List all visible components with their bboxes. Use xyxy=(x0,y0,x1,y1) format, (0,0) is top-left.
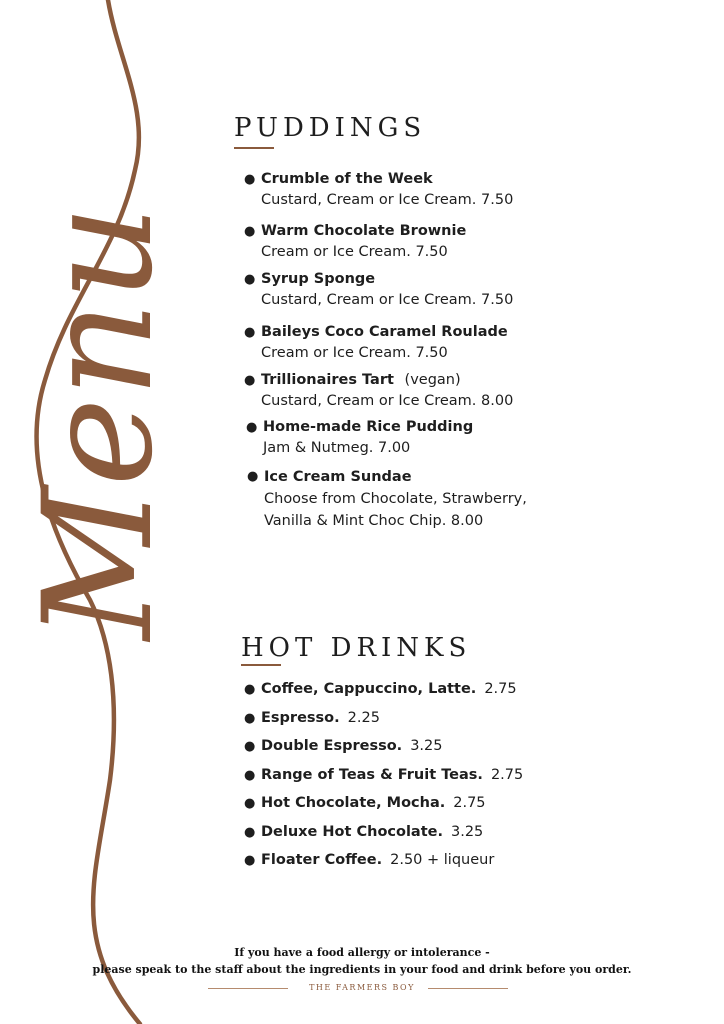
item-price: 2.25 xyxy=(347,709,380,726)
bullet: ● xyxy=(244,796,256,811)
item-description: Cream or Ice Cream. 7.50 xyxy=(261,345,448,361)
item-price: 3.25 xyxy=(451,823,484,840)
item-description: Custard, Cream or Ice Cream. 8.00 xyxy=(261,393,514,409)
brand-name: THE FARMERS BOY xyxy=(309,983,415,992)
bullet: ● xyxy=(244,824,256,840)
menu-script-word: Menu xyxy=(12,204,186,640)
pudding-item xyxy=(247,466,527,532)
bullet: ● xyxy=(244,853,256,868)
bullet: ● xyxy=(244,224,256,239)
bullet: ● xyxy=(244,710,256,726)
item-name: Crumble of the Week xyxy=(261,171,433,187)
item-price: 3.25 xyxy=(410,738,443,754)
bullet: ● xyxy=(244,172,256,187)
item-description: Cream or Ice Cream. 7.50 xyxy=(261,244,448,260)
allergy-notice-line2: please speak to the staff about the ingredients in your food and drink before you order. xyxy=(92,963,632,976)
item-name: Deluxe Hot Chocolate. xyxy=(261,823,443,840)
pudding-item xyxy=(244,269,514,311)
item-name: Home-made Rice Pudding xyxy=(263,419,474,435)
hot-drinks-title-underline xyxy=(241,664,281,666)
item-name: Ice Cream Sundae xyxy=(264,469,412,485)
drink-item xyxy=(244,736,443,757)
item-note: (vegan) xyxy=(404,372,461,388)
item-description: Choose from Chocolate, Strawberry, xyxy=(264,491,527,507)
pudding-item xyxy=(246,417,474,459)
pudding-item xyxy=(244,221,467,263)
bullet: ● xyxy=(244,767,256,783)
pudding-item xyxy=(244,370,514,412)
bullet: ● xyxy=(244,272,256,287)
puddings-title: PUDDINGS xyxy=(234,113,427,143)
item-description-line2: Vanilla & Mint Choc Chip. 8.00 xyxy=(264,513,484,529)
bullet: ● xyxy=(244,373,256,388)
bullet: ● xyxy=(244,325,256,340)
item-name: Range of Teas & Fruit Teas. xyxy=(261,766,483,783)
bullet: ● xyxy=(244,682,256,697)
allergy-notice-line1: If you have a food allergy or intolerance - xyxy=(234,946,490,959)
drink-item xyxy=(244,822,484,843)
puddings-title-underline xyxy=(234,147,274,149)
drink-item xyxy=(244,765,524,786)
item-description: Custard, Cream or Ice Cream. 7.50 xyxy=(261,292,514,308)
item-name: Syrup Sponge xyxy=(261,271,376,287)
pudding-item xyxy=(244,169,514,211)
drink-item xyxy=(244,793,486,814)
bullet: ● xyxy=(244,739,256,754)
item-description: Custard, Cream or Ice Cream. 7.50 xyxy=(261,192,514,208)
item-name: Trillionaires Tart xyxy=(261,372,394,388)
item-name: Double Espresso. xyxy=(261,738,403,754)
item-name: Espresso. xyxy=(261,709,340,726)
item-price: 2.75 xyxy=(484,681,517,697)
drink-item xyxy=(244,679,517,700)
item-name: Coffee, Cappuccino, Latte. xyxy=(261,681,477,697)
item-name: Baileys Coco Caramel Roulade xyxy=(261,324,508,340)
bullet: ● xyxy=(246,420,258,435)
item-name: Warm Chocolate Brownie xyxy=(261,223,467,239)
pudding-item xyxy=(244,322,508,364)
item-price: 2.50 + liqueur xyxy=(390,852,495,868)
item-name: Floater Coffee. xyxy=(261,852,383,868)
bullet: ● xyxy=(247,469,259,484)
item-price: 2.75 xyxy=(490,766,524,783)
hot-drinks-title: HOT DRINKS xyxy=(241,633,472,663)
drink-item xyxy=(244,850,495,871)
item-price: 2.75 xyxy=(453,795,486,811)
drink-item xyxy=(244,708,380,729)
item-name: Hot Chocolate, Mocha. xyxy=(261,795,446,811)
item-description: Jam & Nutmeg. 7.00 xyxy=(263,440,411,456)
